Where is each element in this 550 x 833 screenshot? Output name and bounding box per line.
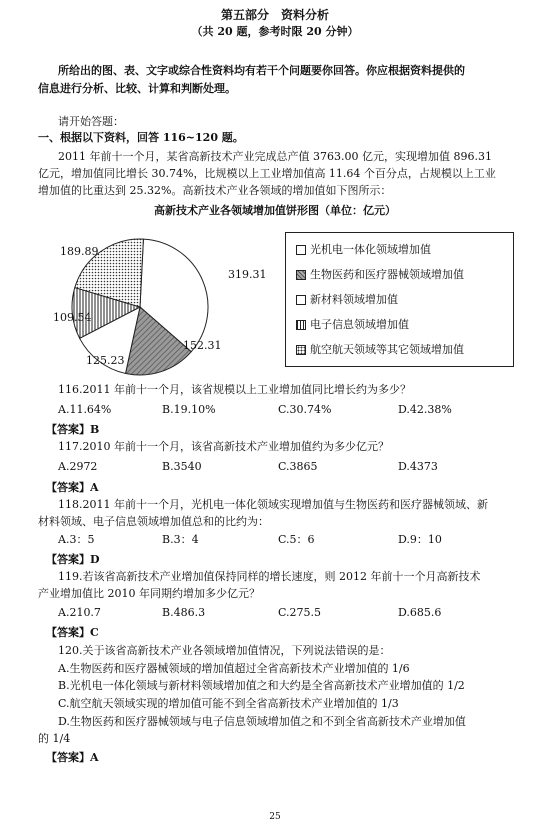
question-116-answer: 【答案】B [46,423,100,436]
question-118-answer: 【答案】D [46,553,100,566]
question-116-option-b: B.19.10% [162,403,216,416]
question-117-option-a: A.2972 [58,460,98,473]
legend-swatch-white [296,245,306,255]
question-118-option-c: C.5：6 [278,533,315,546]
question-119-stem-line-1: 119.若该省高新技术产业增加值保持同样的增长速度，则 2012 年前十一个月高新技术 [58,570,481,583]
question-120-option-a: A.生物医药和医疗器械领域的增加值超过全省高新技术产业增加值的 1/6 [58,662,410,675]
question-119-option-c: C.275.5 [278,606,322,619]
pie-label-value: 152.31 [183,339,222,352]
legend-label: 航空航天领域等其它领域增加值 [310,343,464,356]
legend-swatch-white [296,295,306,305]
passage-line-1: 2011 年前十一个月，某省高新技术产业完成总产值 3763.00 亿元，实现增加值 896.31 [58,150,492,163]
question-119-stem-line-2: 产业增加值比 2010 年同期约增加多少亿元？ [38,587,260,600]
question-120-stem: 120.关于该省高新技术产业各领域增加值情况，下列说法错误的是： [58,644,391,657]
question-119-option-a: A.210.7 [58,606,101,619]
start-label: 请开始答题： [58,115,124,128]
question-119-answer: 【答案】C [46,626,99,639]
passage-line-2: 亿元，增加值同比增长 30.74%，比规模以上工业增加值高 11.64 个百分点，占规模以上工业 [38,167,496,180]
question-120-option-c: C.航空航天领域实现的增加值可能不到全省高新技术产业增加值的 1/3 [58,697,399,710]
question-120-option-b: B.光机电一体化领域与新材料领域增加值之和大约是全省高新技术产业增加值的 1/2 [58,679,465,692]
legend-swatch-dots [296,345,306,355]
question-118-option-d: D.9：10 [398,533,442,546]
chart-legend [285,232,514,367]
question-120-answer: 【答案】A [46,751,99,764]
question-117-option-c: C.3865 [278,460,318,473]
legend-item [296,318,409,332]
legend-label: 光机电一体化领域增加值 [310,243,431,256]
legend-label: 电子信息领域增加值 [310,318,409,331]
question-117-answer: 【答案】A [46,481,99,494]
question-117-option-b: B.3540 [162,460,202,473]
question-119-option-d: D.685.6 [398,606,442,619]
question-118-option-a: A.3：5 [58,533,95,546]
chart-title: 高新技术产业各领域增加值饼形图（单位：亿元） [154,204,396,217]
legend-label: 新材料领域增加值 [310,293,398,306]
question-119-option-b: B.486.3 [162,606,206,619]
legend-item [296,243,431,257]
question-120-option-d: D.生物医药和医疗器械领域与电子信息领域增加值之和不到全省高新技术产业增加值 [58,715,466,728]
pie-label-value: 319.31 [228,268,267,281]
question-118-stem-line-2: 材料领域、电子信息领域增加值总和的比约为： [38,515,269,528]
question-116-stem: 116.2011 年前十一个月，该省规模以上工业增加值同比增长约为多少？ [58,383,411,396]
page-title: 第五部分 资料分析 [220,8,329,22]
legend-item [296,293,398,307]
question-117-option-d: D.4373 [398,460,438,473]
pie-label-value: 109.54 [53,311,92,324]
question-117-stem: 117.2010 年前十一个月，该省高新技术产业增加值约为多少亿元？ [58,440,389,453]
question-116-option-a: A.11.64% [58,403,112,416]
instructions-line-1: 所给出的图、表、文字或综合性资料均有若干个问题要你回答。你应根据资料提供的 [58,64,465,77]
legend-item [296,343,464,357]
question-116-option-d: D.42.38% [398,403,452,416]
page-number: 25 [269,812,281,822]
question-118-option-b: B.3：4 [162,533,199,546]
legend-label: 生物医药和医疗器械领域增加值 [310,268,464,281]
page-subtitle: （共 20 题，参考时限 20 分钟） [191,25,359,38]
passage-line-3: 增加值的比重达到 25.32%。高新技术产业各领域的增加值如下图所示： [38,184,392,197]
question-120-option-d-continued: 的 1/4 [38,732,71,745]
legend-swatch-vlines [296,320,306,330]
question-116-option-c: C.30.74% [278,403,332,416]
question-118-stem-line-1: 118.2011 年前十一个月，光机电一体化领域实现增加值与生物医药和医疗器械领域、新 [58,498,488,511]
legend-item [296,268,464,282]
pie-label-value: 125.23 [86,354,125,367]
legend-swatch-hatch [296,270,306,280]
instructions-line-2: 信息进行分析、比较、计算和判断处理。 [38,82,236,95]
section-title: 一、根据以下资料，回答 116~120 题。 [38,131,244,144]
pie-label-value: 189.89 [60,245,99,258]
